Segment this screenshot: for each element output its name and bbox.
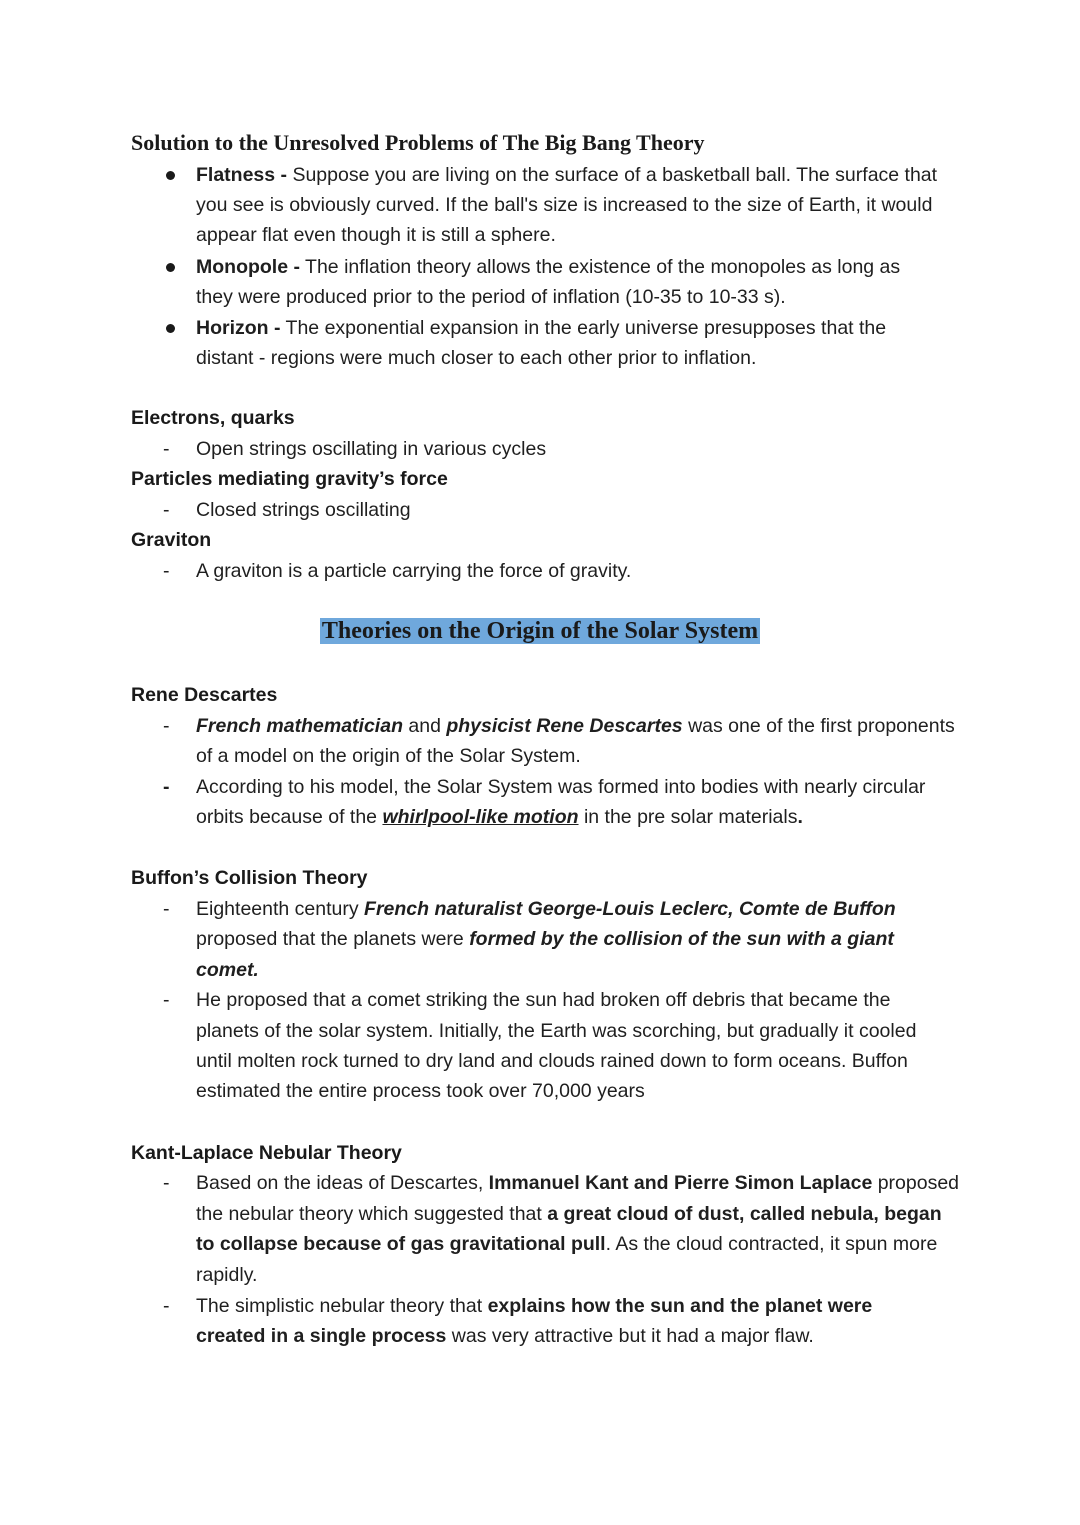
- section-heading-big-bang: Solution to the Unresolved Problems of The Big Bang Theory: [131, 130, 705, 155]
- solar-system-title: Theories on the Origin of the Solar System: [321, 618, 759, 644]
- dash-marker: -: [163, 898, 170, 920]
- descartes-item-1-line-1: French mathematician and physicist Rene Descartes was one of the first proponents: [196, 715, 955, 737]
- kant-item-1-line-2: the nebular theory which suggested that a great cloud of dust, called nebula, began: [196, 1203, 942, 1225]
- kant-item-1-line-3: to collapse because of gas gravitational pull. As the cloud contracted, it spun more: [196, 1233, 938, 1255]
- flatness-line-3: appear flat even though it is still a sphere.: [196, 224, 556, 246]
- buffon-item-2-line-4: estimated the entire process took over 70,000 years: [196, 1080, 645, 1102]
- monopole-line-1: Monopole - The inflation theory allows the existence of the monopoles as long as: [196, 256, 901, 278]
- electrons-item: Open strings oscillating in various cycles: [196, 438, 547, 460]
- buffon-item-1-line-2: proposed that the planets were formed by the collision of the sun with a giant: [196, 928, 894, 950]
- buffon-item-1-line-3: comet.: [196, 959, 259, 981]
- buffon-item-2-line-3: until molten rock turned to dry land and clouds rained down to form oceans. Buffon: [196, 1050, 908, 1072]
- dash-marker: -: [163, 1295, 170, 1317]
- descartes-item-2-line-2: orbits because of the whirlpool-like motion in the pre solar materials.: [196, 806, 803, 828]
- horizon-line-1: Horizon - The exponential expansion in the early universe presupposes that the: [196, 317, 887, 339]
- bullet-dot: [166, 171, 175, 180]
- kant-item-2-line-1: The simplistic nebular theory that explains how the sun and the planet were: [196, 1295, 873, 1317]
- descartes-heading: Rene Descartes: [131, 684, 278, 706]
- flatness-term: Flatness -: [196, 164, 288, 186]
- monopole-line-2: they were produced prior to the period of inflation (10-35 to 10-33 s).: [196, 286, 786, 308]
- horizon-term: Horizon -: [196, 317, 281, 339]
- horizon-line-2: distant - regions were much closer to each other prior to inflation.: [196, 347, 757, 369]
- dash-marker: -: [163, 438, 170, 460]
- flatness-line-1: Flatness - Suppose you are living on the surface of a basketball ball. The surface that: [196, 164, 938, 186]
- kant-item-1-line-4: rapidly.: [196, 1264, 258, 1286]
- descartes-item-2-line-1: According to his model, the Solar System was formed into bodies with nearly circular: [196, 776, 926, 798]
- particles-item: Closed strings oscillating: [196, 499, 411, 521]
- kant-item-1-line-1: Based on the ideas of Descartes, Immanuel Kant and Pierre Simon Laplace proposed: [196, 1172, 960, 1194]
- dash-marker: -: [163, 776, 170, 798]
- dash-marker: -: [163, 499, 170, 521]
- kant-item-2-line-2: created in a single process was very attractive but it had a major flaw.: [196, 1325, 814, 1347]
- buffon-item-2-line-2: planets of the solar system. Initially, the Earth was scorching, but gradually it cooled: [196, 1020, 917, 1042]
- electrons-quarks-heading: Electrons, quarks: [131, 407, 295, 429]
- dash-marker: -: [163, 715, 170, 737]
- buffon-heading: Buffon’s Collision Theory: [131, 867, 368, 889]
- graviton-heading: Graviton: [131, 529, 212, 551]
- bullet-dot: [166, 263, 175, 272]
- flatness-line-2: you see is obviously curved. If the ball's size is increased to the size of Earth, it would: [196, 194, 933, 216]
- dash-marker: -: [163, 989, 170, 1011]
- dash-marker: -: [163, 1172, 170, 1194]
- descartes-item-1-line-2: of a model on the origin of the Solar System.: [196, 745, 581, 767]
- bullet-dot: [166, 324, 175, 333]
- graviton-item: A graviton is a particle carrying the force of gravity.: [196, 560, 632, 582]
- monopole-term: Monopole -: [196, 256, 300, 278]
- solar-system-title-wrap: [0, 616, 1080, 647]
- dash-marker: -: [163, 560, 170, 582]
- buffon-item-1-line-1: Eighteenth century French naturalist George-Louis Leclerc, Comte de Buffon: [196, 898, 896, 920]
- particles-gravity-heading: Particles mediating gravity’s force: [131, 468, 448, 490]
- buffon-item-2-line-1: He proposed that a comet striking the sun had broken off debris that became the: [196, 989, 891, 1011]
- kant-laplace-heading: Kant-Laplace Nebular Theory: [131, 1142, 402, 1164]
